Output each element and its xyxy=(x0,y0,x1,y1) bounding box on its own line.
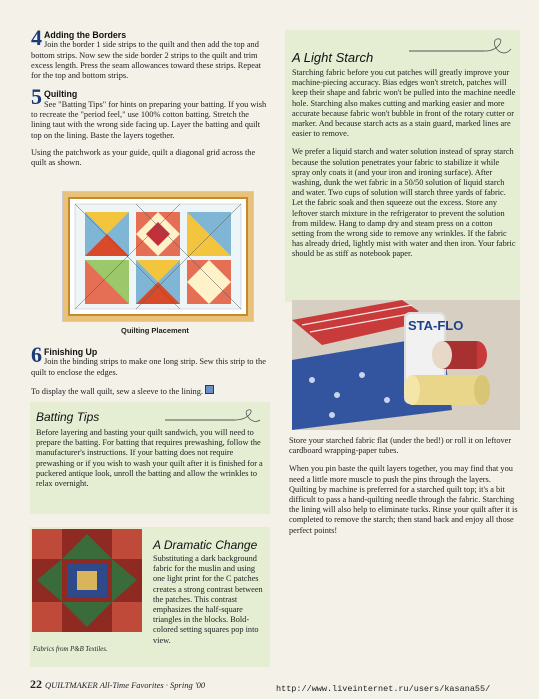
end-mark-icon xyxy=(205,385,214,394)
dramatic-change-box xyxy=(30,527,270,667)
step-title: Adding the Borders xyxy=(44,30,127,40)
box-paragraph-1: Starching fabric before you cut patches will greatly improve your machine-piecing accuracy. Bias edges won't stretch, patches will keep their shape and fabric won't be pulled into the machine needle hole. Starching also makes cutting and marking easier and more accurate because fabric won't bubble in front of the rotary cutter or marker. And because starch acts as a stain guard, marked lines are easier to remove. xyxy=(292,68,516,139)
step-title: Quilting xyxy=(44,89,78,100)
footer-text: QUILTMAKER All-Time Favorites · Spring '00 xyxy=(45,680,206,690)
step-number: 4 xyxy=(31,25,42,50)
light-starch-box xyxy=(285,30,520,302)
step-text-2-content: To display the wall quilt, sew a sleeve to the lining. xyxy=(31,386,203,396)
step-text-2 xyxy=(31,385,271,397)
bottle-label: STA-FLO xyxy=(408,318,464,333)
fabric-rolls-image xyxy=(292,300,520,430)
quilting-placement-figure xyxy=(62,191,254,322)
paragraph: Store your starched fabric flat (under the bed!) or roll it on leftover cardboard wrapping-paper tubes. xyxy=(289,436,512,456)
box-title: A Dramatic Change xyxy=(153,538,258,552)
photo-caption: Fabrics from P&B Textiles. xyxy=(33,646,108,653)
step-5 xyxy=(31,84,269,168)
fabric-rolls-photo xyxy=(292,300,520,430)
needle-thread-icon xyxy=(160,406,265,430)
quilt-block-image xyxy=(32,529,142,632)
box-title: Batting Tips xyxy=(36,410,100,424)
step-text: Join the border 1 side strips to the quilt and then add the top and bottom strips. Now sew the side border 2 strips to the quilt and trim excess length. Press the seam allowances toward these strips. Repeat for the top and bottom strips. xyxy=(31,40,262,81)
step-4 xyxy=(31,25,269,81)
box-text xyxy=(292,68,516,268)
paragraph: When you pin baste the quilt layers together, you may find that you need a little more muscle to push the pins through the layers. Quilting by machine is preferred for a starched quilt top; it's a bit difficult to pass a hand-quilting needle through the fabric. Starching the lining will also help to eliminate tucks. Rinse your quilt after it is completed to remove the starch; then stand back and enjoy all those perfect points! xyxy=(289,464,518,535)
step-text: See "Batting Tips" for hints on preparing your batting. If you wish to recreate the "period feel," use 100% cotton batting. Stretch the lining taut with the wrong side facing up. Layer the batting and quilt top on the lining. Baste the layers together. xyxy=(31,99,267,140)
right-column-text xyxy=(289,436,519,544)
step-number: 6 xyxy=(31,342,42,367)
figure-caption: Quilting Placement xyxy=(121,326,189,335)
box-title: A Light Starch xyxy=(292,50,374,65)
needle-thread-icon xyxy=(405,35,517,65)
left-column xyxy=(31,25,269,177)
quilt-block-photo xyxy=(32,529,142,632)
box-text: Substituting a dark background fabric for the muslin and using one light print for the C patches creates a strong contrast between the patches. This contrast emphasizes the half-square triangles in the blocks. Bold-colored setting squares pop into view. xyxy=(153,554,263,645)
step-text-2: Using the patchwork as your guide, quilt a diagonal grid across the quilt as shown. xyxy=(31,147,256,168)
step-text: Join the binding strips to make one long strip. Sew this strip to the quilt to enclose the edges. xyxy=(31,357,266,377)
step-6 xyxy=(31,342,271,397)
step-number: 5 xyxy=(31,84,42,110)
quilt-diagram xyxy=(63,192,253,321)
batting-tips-box xyxy=(30,402,270,514)
box-text: Before layering and basting your quilt sandwich, you will need to prepare the batting. For batting that requires prewashing, follow the manufacturer's instructions. If your batting does not require prewashing or if you wish to wash your quilt after it is finished for a puckered antique look, unroll the batting and allow the wrinkles to relax overnight. xyxy=(36,428,263,489)
step-title: Finishing Up xyxy=(44,347,98,357)
box-paragraph-2: We prefer a liquid starch and water solution instead of spray starch because the solution penetrates your fabric to stabilize it while spray only coats it (and your iron and ironing surface). After washing, dunk the wet fabric in a 50/50 solution of liquid starch and water. Two cups of solution will starch three yards of fabric. Let the fabric soak and then squeeze out the excess. Store any leftover starch mixture in the refrigerator to prevent the solution from mildew. Hang to damp dry and steam press on a cotton setting from the wrong side to remove any wrinkles. If the fabric has already dried, lightly mist with water and then iron. Your fabric should be as stiff as notebook paper. xyxy=(292,147,516,259)
page-number: 22 xyxy=(30,677,42,691)
watermark-url: http://www.liveinternet.ru/users/kasana55/ xyxy=(276,684,491,694)
page-footer xyxy=(30,677,205,692)
